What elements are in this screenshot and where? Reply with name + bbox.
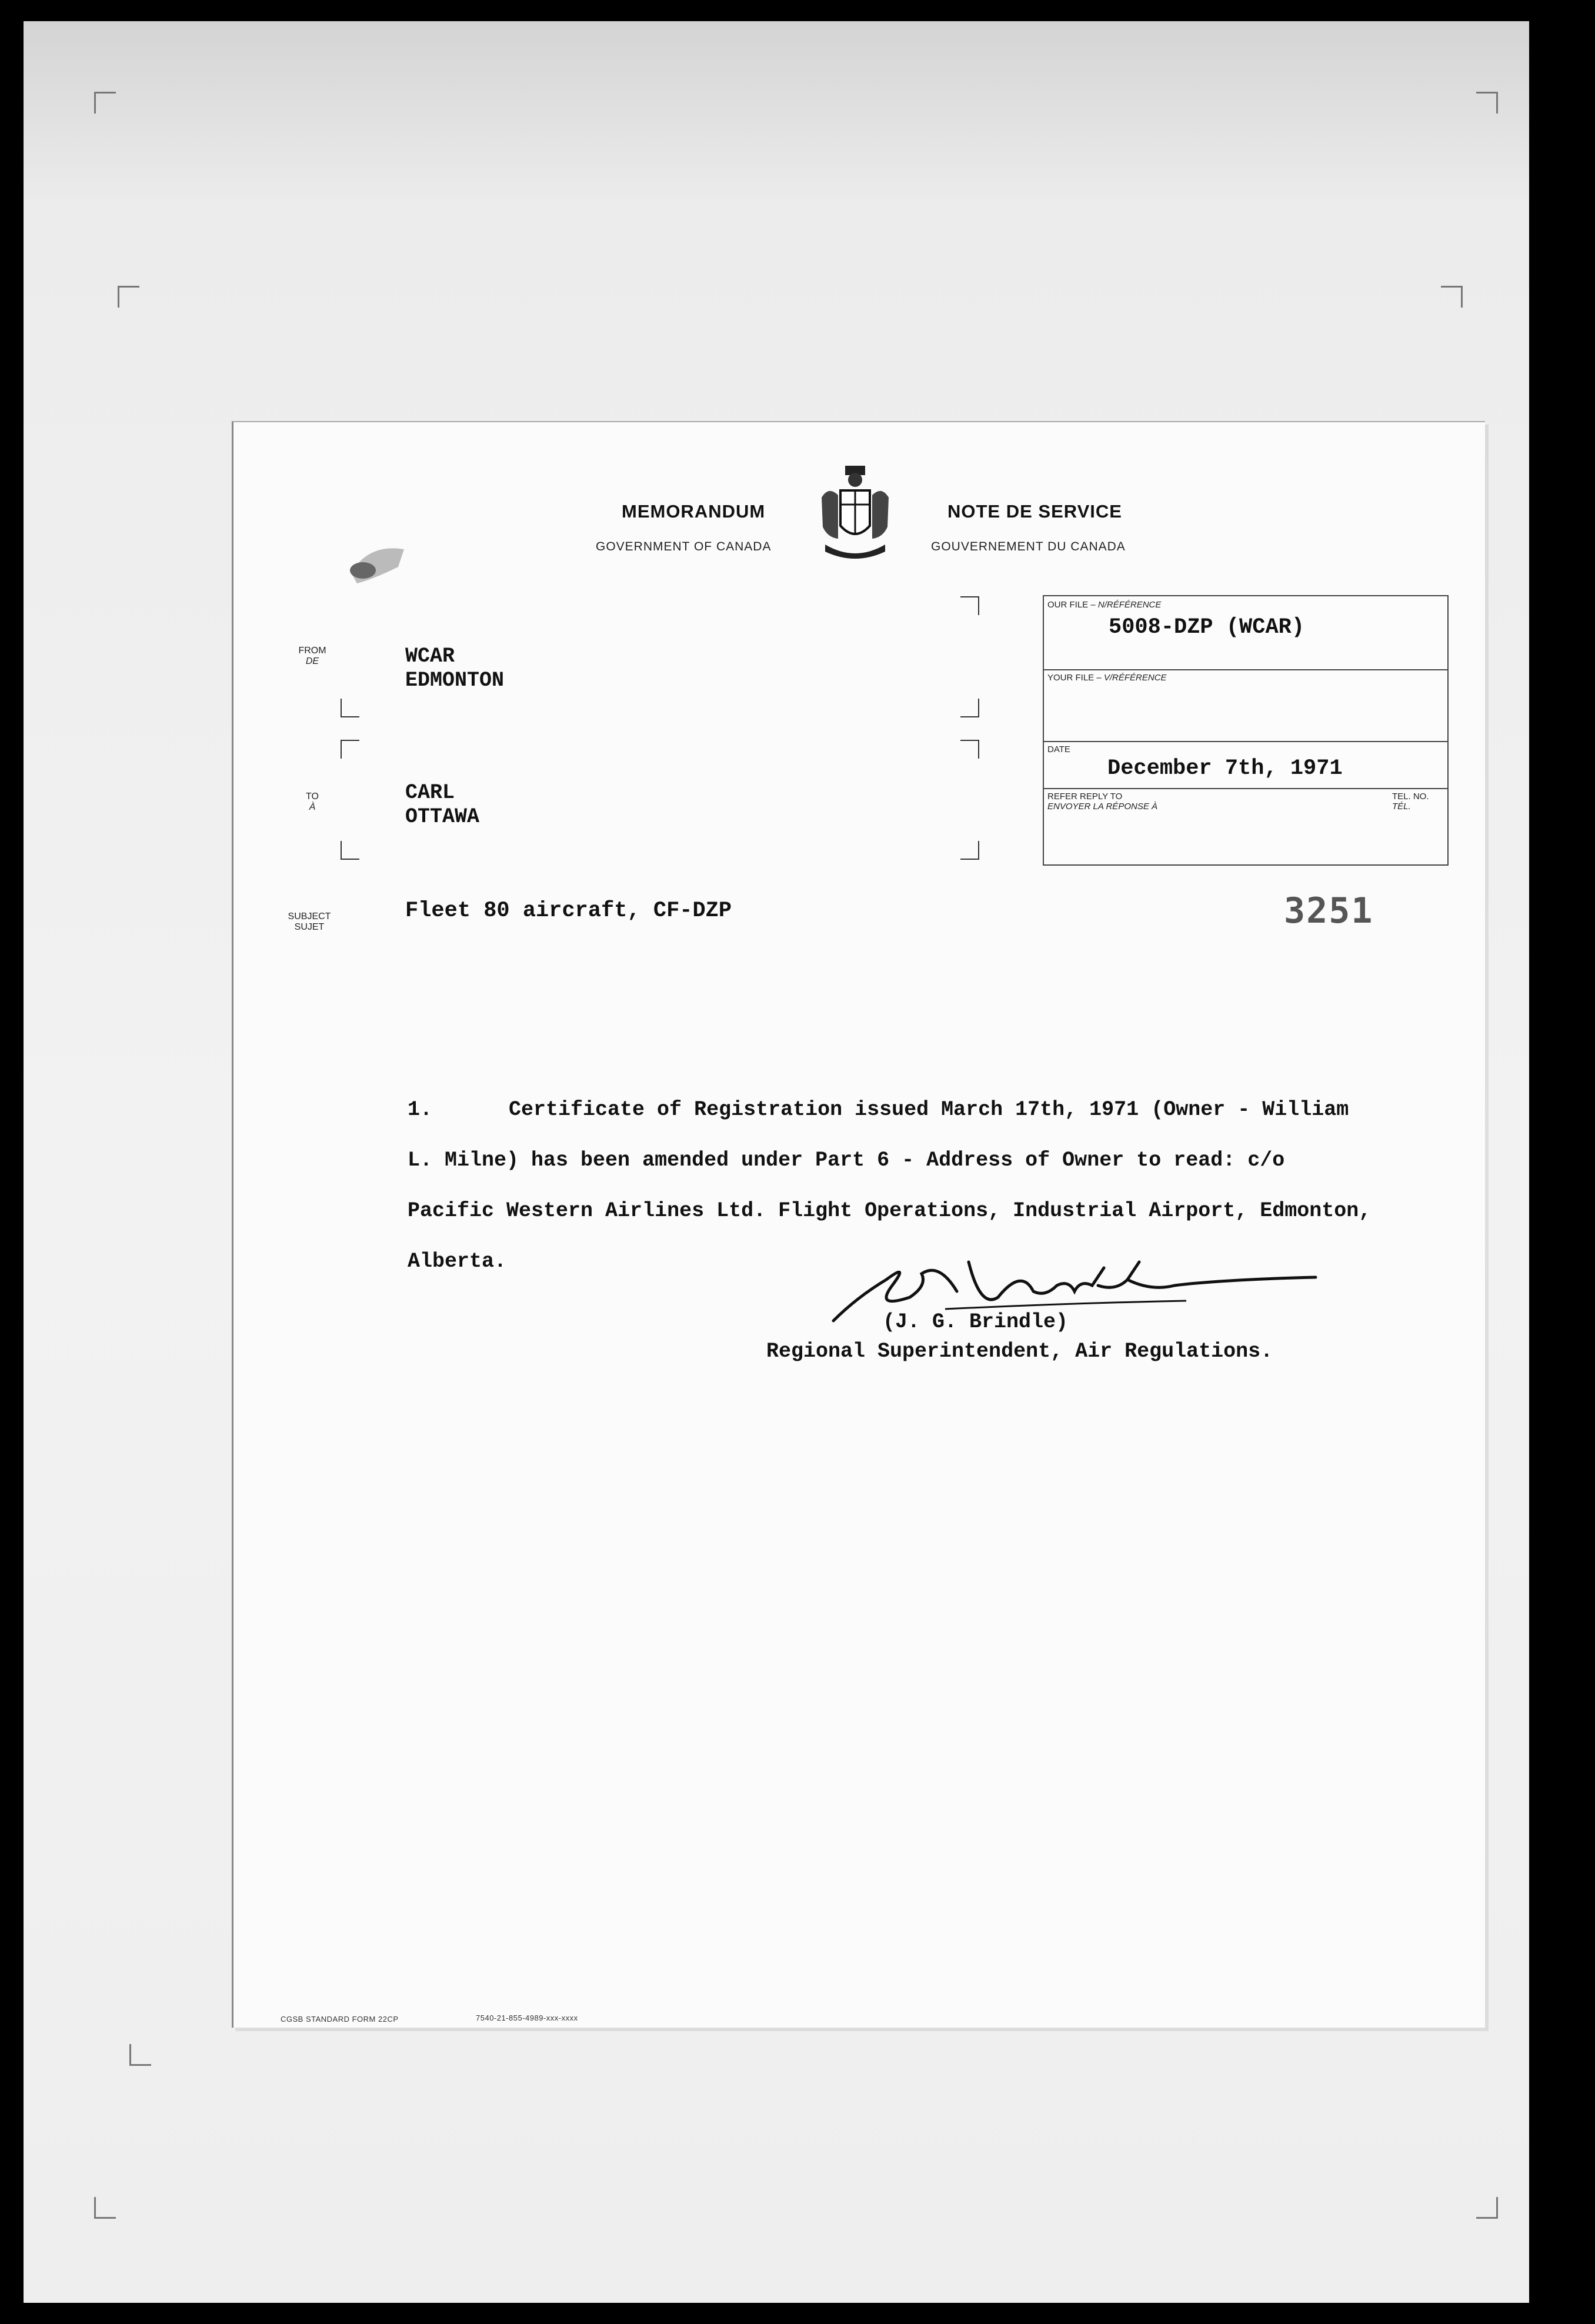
to-address <box>405 781 479 829</box>
from-label-fr: DE <box>305 656 319 666</box>
crop-mark <box>1476 2197 1498 2219</box>
reference-box <box>1043 595 1449 866</box>
from-label <box>295 646 330 667</box>
memo-title-en: MEMORANDUM <box>622 501 766 522</box>
crop-mark <box>94 2197 116 2219</box>
subject-label <box>271 911 348 933</box>
refer-reply-label-fr: ENVOYER LA RÉPONSE À <box>1047 802 1158 812</box>
body-line-2: L. Milne) has been amended under Part 6 - Address of Owner to read: c/o <box>408 1148 1285 1172</box>
our-file-label-en: OUR FILE – <box>1047 600 1096 610</box>
our-file-label-fr: N/RÉFÉRENCE <box>1097 600 1162 610</box>
to-label <box>295 792 330 813</box>
government-fr: GOUVERNEMENT DU CANADA <box>931 540 1126 553</box>
coat-of-arms-icon <box>817 462 893 566</box>
to-label-en: TO <box>306 792 319 802</box>
bracket <box>960 596 979 615</box>
to-line1: CARL <box>405 781 455 804</box>
our-file-cell <box>1044 596 1447 670</box>
to-line2: OTTAWA <box>405 805 480 829</box>
body-line-3: Pacific Western Airlines Ltd. Flight Operations, Industrial Airport, Edmonton, <box>408 1199 1372 1223</box>
body-line-4: Alberta. <box>408 1250 507 1273</box>
your-file-label-fr: V/RÉFÉRENCE <box>1103 673 1167 683</box>
date-value: December 7th, 1971 <box>1107 756 1343 781</box>
body-line <box>408 1084 1371 1135</box>
crop-mark <box>1476 92 1498 113</box>
date-cell <box>1044 741 1447 789</box>
memo-page <box>232 421 1485 2028</box>
refer-reply-cell <box>1044 788 1447 864</box>
from-address <box>405 645 504 693</box>
bracket <box>960 699 979 717</box>
smudge-mark <box>339 537 416 590</box>
bracket <box>960 740 979 759</box>
from-line2: EDMONTON <box>405 669 505 692</box>
memo-title-fr: NOTE DE SERVICE <box>947 501 1122 522</box>
bracket <box>341 699 359 717</box>
your-file-label-en: YOUR FILE – <box>1047 673 1102 683</box>
crop-mark <box>94 92 116 113</box>
from-label-en: FROM <box>298 646 326 656</box>
stamp-number: 3251 <box>1284 890 1374 931</box>
our-file-value: 5008-DZP (WCAR) <box>1109 615 1305 640</box>
your-file-label <box>1047 673 1167 683</box>
from-line1: WCAR <box>405 645 455 668</box>
crop-mark <box>129 2044 151 2066</box>
stock-number: 7540-21-855-4989-xxx-xxxx <box>476 2014 578 2022</box>
to-label-fr: À <box>309 802 316 812</box>
subject-label-fr: SUJET <box>294 922 325 932</box>
form-number: CGSB STANDARD FORM 22CP <box>281 2015 399 2024</box>
body-line-1: Certificate of Registration issued March 17th, 1971 (Owner - William <box>509 1098 1349 1121</box>
subject-label-en: SUBJECT <box>288 911 331 921</box>
tel-no-label-fr: TÉL. <box>1392 802 1411 812</box>
government-en: GOVERNMENT OF CANADA <box>596 540 772 553</box>
crop-mark <box>1441 286 1463 308</box>
your-file-cell <box>1044 669 1447 742</box>
our-file-label <box>1047 600 1161 610</box>
bracket <box>341 841 359 860</box>
bracket <box>341 740 359 759</box>
refer-reply-label <box>1047 792 1157 812</box>
signatory-name: (J. G. Brindle) <box>883 1310 1069 1334</box>
tel-no-label-en: TEL. NO. <box>1392 792 1429 802</box>
paragraph-number: 1. <box>408 1098 433 1121</box>
crop-mark <box>118 286 139 308</box>
bracket <box>960 841 979 860</box>
date-label: DATE <box>1047 744 1070 754</box>
refer-reply-label-en: REFER REPLY TO <box>1047 792 1123 802</box>
signatory-title: Regional Superintendent, Air Regulations. <box>766 1340 1273 1363</box>
subject-text: Fleet 80 aircraft, CF-DZP <box>405 899 732 923</box>
tel-no-label <box>1392 792 1429 812</box>
